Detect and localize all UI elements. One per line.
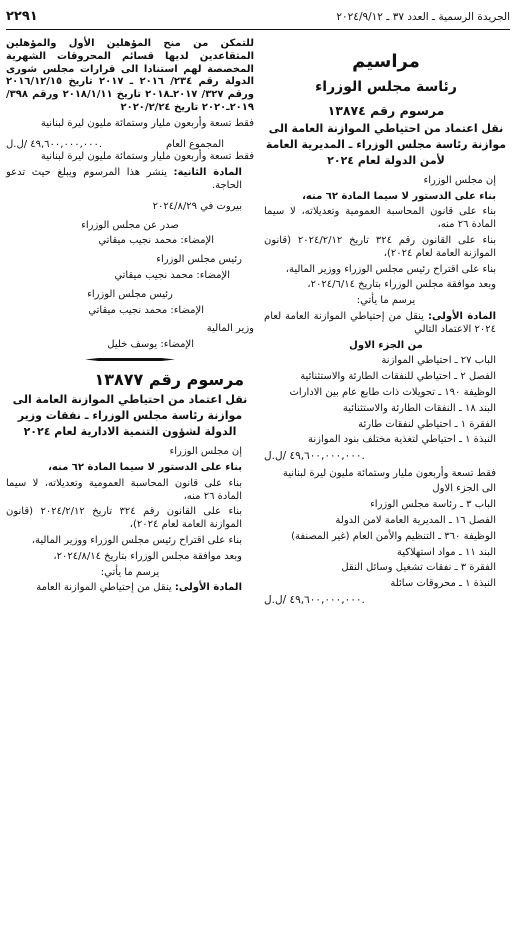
article-text: ينقل من إحتياطي الموازنة العامة لعام ٢٠٢٤ الاعتماد التالي: [264, 310, 496, 335]
preamble-line: إن مجلس الوزراء: [169, 446, 242, 458]
budget-line: الوظيفة ١٩٠ ـ تحويلات ذات طابع عام بين الادارات: [289, 386, 496, 398]
budget-line: البند ١١ ـ مواد استهلاكية: [396, 546, 496, 558]
preamble-line: وبعد موافقة مجلس الوزراء بتاريخ ٢٠٢٤/٦/١٤،: [307, 279, 496, 291]
decree-formula: يرسم ما يأتي:: [356, 295, 416, 307]
budget-line: النبذة ١ ـ محروقات سائلة: [390, 578, 496, 590]
left-column: [6, 38, 254, 928]
signature: الإمضاء: محمد نجيب ميقاتي: [114, 269, 230, 281]
decree-number: مرسوم رقم ١٣٨٧٤: [327, 102, 445, 118]
signature: الإمضاء: محمد نجيب ميقاتي: [98, 235, 214, 247]
page-header: [6, 6, 510, 30]
article-text: ينقل من إحتياطي الموازنة العامة: [36, 582, 172, 594]
budget-line: البند ١٨ ـ النفقات الطارئة والاستثنائية: [342, 402, 496, 414]
article-two: [6, 167, 254, 193]
section-title: مراسيم: [352, 51, 420, 72]
running-title: الجريدة الرسمية ـ العدد ٣٧ ـ ٢٠٢٤/٩/١٢: [336, 10, 510, 23]
budget-line: الباب ٢٧ ـ احتياطي الموازنة: [381, 355, 496, 367]
article-text: ينشر هذا المرسوم ويبلغ حيث تدعو الحاجة.: [6, 167, 242, 191]
signatory-title: وزير المالية: [206, 323, 254, 335]
article-one: [6, 582, 254, 595]
article-label: المادة الأولى:: [428, 310, 496, 322]
decree-title: نقل اعتماد من احتياطي الموازنة العامة الى موازنة رئاسة مجلس الوزراء ـ المديرية العامة لأمن الدولة لعام ٢٠٢٤: [265, 121, 507, 167]
budget-line: الفقرة ٣ ـ نفقات تشغيل وسائل النقل: [341, 562, 496, 574]
decree-title: نقل اعتماد من احتياطي الموازنة العامة الى موازنة رئاسة مجلس الوزراء ـ نفقات وزير الدولة لشؤون التنمية الادارية لعام ٢٠٢٤: [12, 393, 248, 439]
decree-separator: [85, 357, 175, 362]
decree-number: مرسوم رقم ١٣٨٧٧: [94, 369, 244, 389]
budget-line: الفقرة ١ ـ احتياطي لنفقات طارئة: [358, 418, 496, 430]
signature: الإمضاء: يوسف خليل: [107, 339, 194, 351]
preamble-line: إن مجلس الوزراء: [423, 174, 496, 186]
total-value: ٤٩,٦٠٠,٠٠٠,٠٠٠ /ل.ل.: [6, 138, 103, 150]
preamble-line: بناء على القانون رقم ٣٢٤ تاريخ ٢٠٢٤/٢/١٢ (قانون الموازنة العامة لعام ٢٠٢٤)،: [6, 506, 243, 531]
amount-in-words: فقط تسعة وأربعون مليار وستمائة مليون ليرة لبنانية: [40, 151, 254, 163]
continuation-text: للتمكن من منح المؤهلين الأول والمؤهلين المتقاعدين لديها قسائم المحروقات الشهرية المخصصة لهم استنادا الى قرارات مجلس شورى الدولة رقم ٢٣٤/ ٢٠١٦ ـ ٢٠١٧ تاريخ ٢٠١٦/١٢/١٥ ورقم ٣٢٧/ ٢٠١٧ـ٢٠١٨ تاريخ ٢٠١٨/١/١١ ورقم ٣٩٨/ ٢٠١٩ـ٢٠٢٠ تاريخ ٢٠٢٠/٢/٢٤: [6, 38, 255, 113]
preamble-line: بناء على قانون المحاسبة العمومية وتعديلاته، لا سيما المادة ٢٦ منه،: [264, 206, 496, 231]
budget-line: الوظيفة ٣٦٠ ـ التنظيم والأمن العام (غير المصنفة): [291, 530, 496, 542]
preamble-line: بناء على الدستور لا سيما المادة ٦٢ منه،: [48, 462, 242, 474]
to-part: الى الجزء الاول: [432, 483, 496, 495]
preamble-line: بناء على الدستور لا سيما المادة ٦٢ منه،: [302, 190, 496, 202]
decree-formula: يرسم ما يأتي:: [100, 566, 160, 578]
amount: ٤٩,٦٠٠,٠٠٠,٠٠٠ /ل.ل.: [264, 450, 365, 463]
signature: الإمضاء: محمد نجيب ميقاتي: [88, 304, 204, 316]
preamble-line: بناء على اقتراح رئيس مجلس الوزراء ووزير المالية،: [31, 535, 242, 546]
preamble-line: بناء على القانون رقم ٣٢٤ تاريخ ٢٠٢٤/٢/١٢ (قانون الموازنة العامة لعام ٢٠٢٤)،: [264, 234, 496, 259]
total-row: [6, 139, 254, 152]
amount-in-words: فقط تسعة وأربعون مليار وستمائة مليون ليرة لبنانية: [282, 467, 496, 479]
signatory-title: رئيس مجلس الوزراء: [87, 288, 173, 300]
signatory-title: رئيس مجلس الوزراء: [156, 254, 242, 266]
issued-by: صدر عن مجلس الوزراء: [81, 219, 179, 231]
budget-line: النبذة ١ ـ احتياطي لتغذية مختلف بنود الموازنة: [308, 434, 496, 446]
amount: ٤٩,٦٠٠,٠٠٠,٠٠٠ /ل.ل.: [264, 593, 365, 606]
right-column: [264, 38, 508, 928]
budget-line: الفصل ٢ ـ احتياطي للنفقات الطارئة والاستثنائية: [300, 371, 496, 383]
place-date: بيروت في ٢٠٢٤/٨/٢٩: [152, 200, 242, 212]
preamble-line: بناء على قانون المحاسبة العمومية وتعديلاته، لا سيما المادة ٢٦ منه،: [6, 477, 242, 502]
article-label: المادة الثانية:: [173, 167, 242, 179]
from-part: من الجزء الاول: [349, 339, 423, 351]
article-one: [264, 311, 508, 337]
article-label: المادة الأولى:: [174, 582, 242, 594]
authority-heading: رئاسة مجلس الوزراء: [315, 79, 457, 96]
preamble-line: وبعد موافقة مجلس الوزراء بتاريخ ٢٠٢٤/٨/١٤،: [53, 550, 242, 562]
total-label: المجموع العام: [165, 138, 224, 150]
preamble-line: بناء على اقتراح رئيس مجلس الوزراء ووزير المالية،: [285, 263, 496, 275]
amount-in-words: فقط تسعة وأربعون مليار وستمائة مليون ليرة لبنانية: [40, 117, 254, 129]
budget-line: الباب ٣ ـ رئاسة مجلس الوزراء: [370, 499, 496, 511]
budget-line: الفصل ١٦ ـ المديرية العامة لامن الدولة: [335, 514, 496, 526]
page-number: ٢٢٩١: [6, 9, 38, 25]
